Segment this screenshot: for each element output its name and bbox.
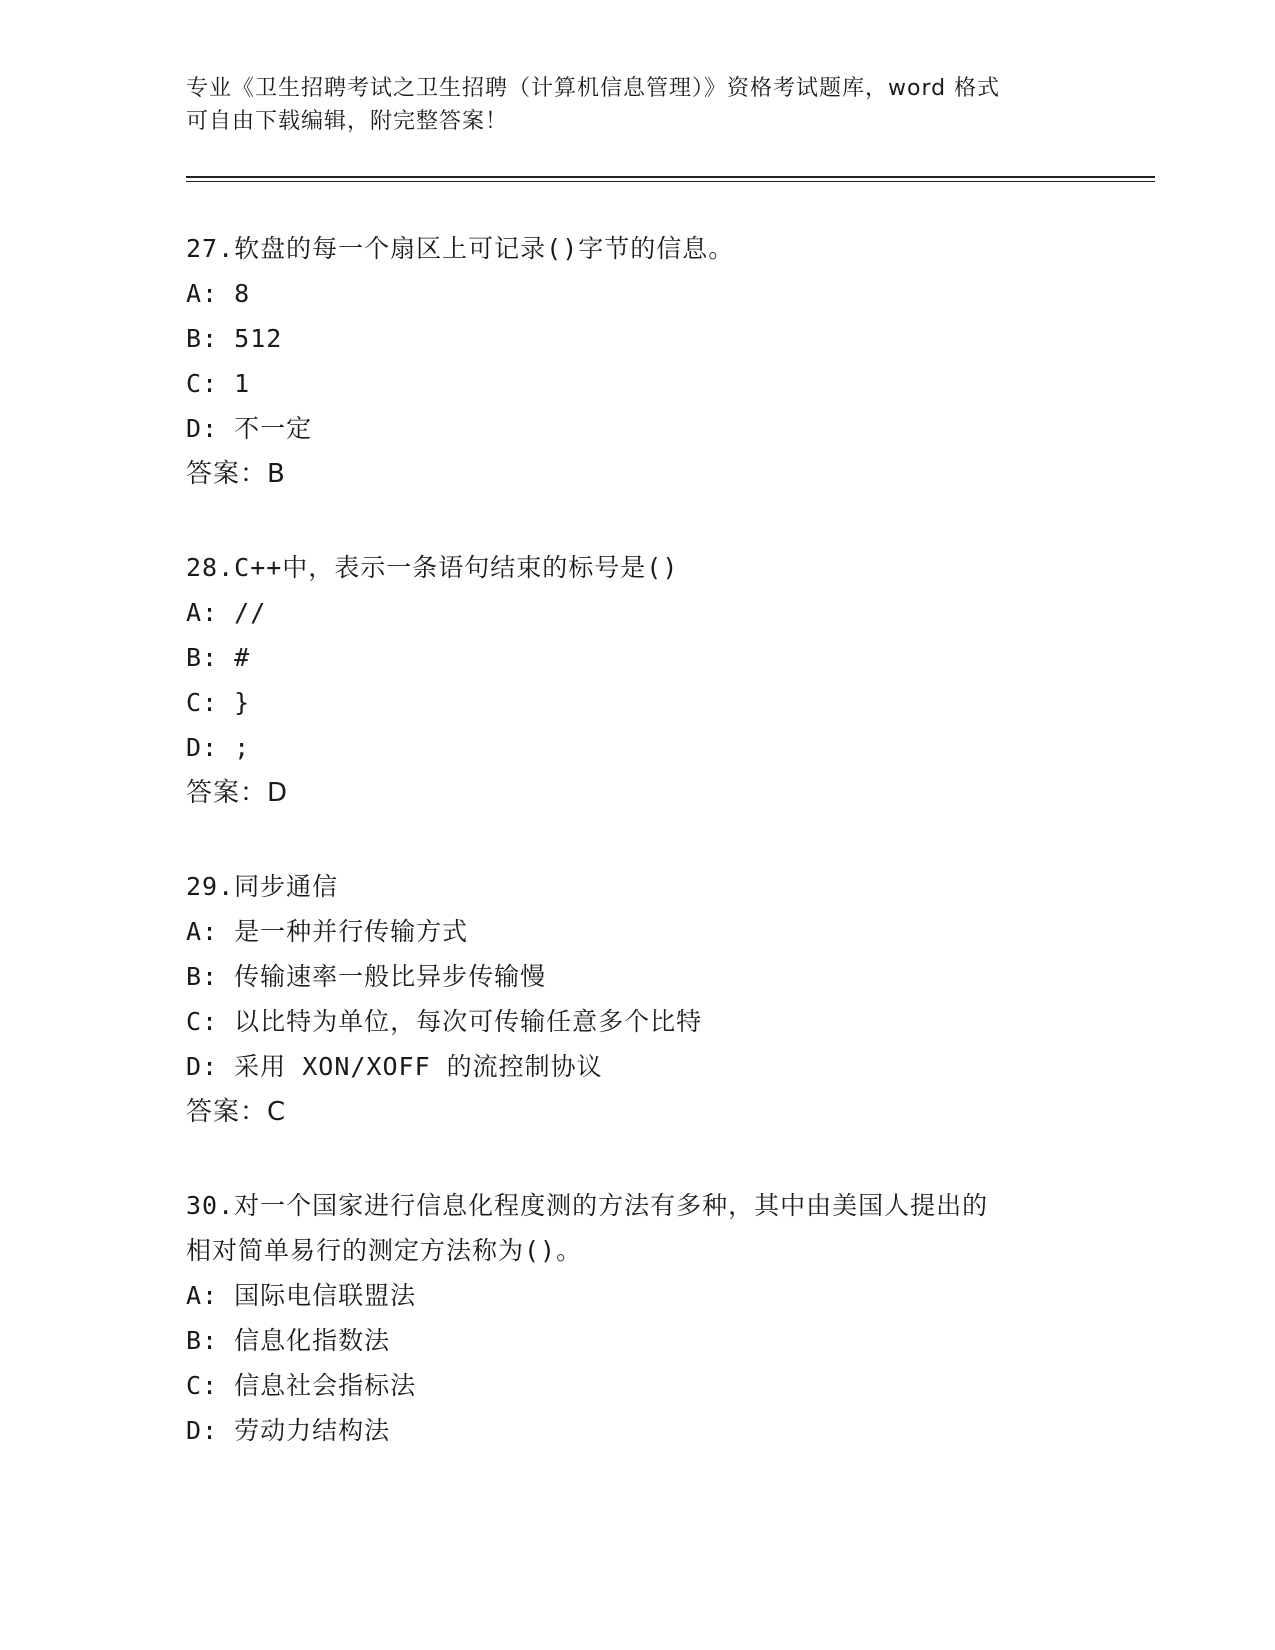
- option-b: [186, 1318, 1086, 1363]
- option-label: B:: [186, 324, 219, 353]
- question-text: C++中，表示一条语句结束的标号是(): [234, 553, 679, 582]
- option-d: [186, 1044, 1086, 1089]
- option-label: A:: [186, 279, 219, 308]
- option-text: 信息化指数法: [234, 1326, 391, 1355]
- question-stem: [186, 545, 1086, 590]
- option-text: ;: [234, 733, 251, 762]
- option-b: [186, 954, 1086, 999]
- option-text: 512: [234, 324, 283, 353]
- option-a: [186, 909, 1086, 954]
- option-text: 采用 XON/XOFF 的流控制协议: [234, 1052, 603, 1081]
- option-text: 以比特为单位，每次可传输任意多个比特: [234, 1007, 703, 1036]
- option-text: 传输速率一般比异步传输慢: [234, 962, 547, 991]
- question-stem: [186, 1183, 1086, 1228]
- option-text: 1: [234, 369, 251, 398]
- question-number: 29.: [186, 872, 235, 901]
- header-line-1: 专业《卫生招聘考试之卫生招聘（计算机信息管理）》资格考试题库，word 格式: [186, 76, 1001, 101]
- question-stem: [186, 864, 1086, 909]
- option-label: C:: [186, 688, 219, 717]
- header-divider-thick: [186, 176, 1155, 178]
- question-28: [186, 545, 1086, 816]
- option-label: D:: [186, 1052, 219, 1081]
- option-c: [186, 1363, 1086, 1408]
- option-a: [186, 271, 1086, 316]
- option-text: //: [234, 598, 267, 627]
- question-text: 软盘的每一个扇区上可记录()字节的信息。: [234, 234, 735, 263]
- option-label: D:: [186, 414, 219, 443]
- option-text: #: [234, 643, 251, 672]
- question-stem: [186, 226, 1086, 271]
- option-text: 劳动力结构法: [234, 1416, 391, 1445]
- question-29: [186, 864, 1086, 1135]
- question-text: 同步通信: [234, 872, 339, 901]
- option-label: A:: [186, 598, 219, 627]
- option-label: A:: [186, 917, 219, 946]
- option-c: [186, 680, 1086, 725]
- question-30: [186, 1183, 1086, 1453]
- question-number: 28.: [186, 553, 235, 582]
- option-label: C:: [186, 1371, 219, 1400]
- option-c: [186, 999, 1086, 1044]
- option-a: [186, 590, 1086, 635]
- option-d: [186, 725, 1086, 770]
- option-b: [186, 316, 1086, 361]
- option-label: B:: [186, 643, 219, 672]
- answer: 答案：B: [186, 459, 286, 489]
- option-label: B:: [186, 1326, 219, 1355]
- option-d: [186, 1408, 1086, 1453]
- question-text: 对一个国家进行信息化程度测的方法有多种，其中由美国人提出的: [234, 1191, 989, 1220]
- question-stem-continued: 相对简单易行的测定方法称为()。: [186, 1236, 583, 1265]
- question-number: 30.: [186, 1191, 235, 1220]
- option-label: B:: [186, 962, 219, 991]
- question-number: 27.: [186, 234, 235, 263]
- option-b: [186, 635, 1086, 680]
- question-27: [186, 226, 1086, 497]
- header-divider-thin: [186, 181, 1155, 182]
- option-label: A:: [186, 1281, 219, 1310]
- option-label: C:: [186, 1007, 219, 1036]
- option-text: 8: [234, 279, 251, 308]
- option-text: 国际电信联盟法: [234, 1281, 417, 1310]
- option-d: [186, 406, 1086, 451]
- answer: 答案：D: [186, 778, 289, 808]
- option-c: [186, 361, 1086, 406]
- option-text: 是一种并行传输方式: [234, 917, 469, 946]
- document-header: [186, 72, 1086, 138]
- option-label: D:: [186, 733, 219, 762]
- option-label: D:: [186, 1416, 219, 1445]
- option-text: 不一定: [234, 414, 313, 443]
- option-label: C:: [186, 369, 219, 398]
- answer: 答案：C: [186, 1097, 287, 1127]
- header-line-2: 可自由下载编辑，附完整答案！: [186, 109, 509, 134]
- option-text: 信息社会指标法: [234, 1371, 417, 1400]
- option-text: }: [234, 688, 251, 717]
- option-a: [186, 1273, 1086, 1318]
